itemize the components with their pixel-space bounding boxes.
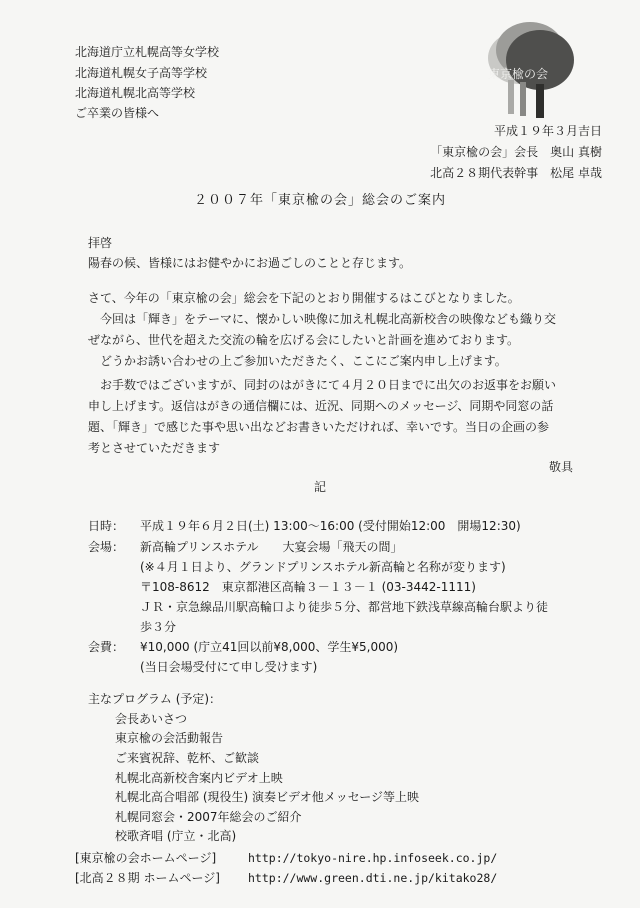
recipient-line-4: ご卒業の皆様へ: [75, 106, 160, 120]
venue-line-2: (※４月１日より、グランドプリンスホテル新高輪と名称が変ります): [140, 560, 506, 574]
greeting-season: 陽春の候、皆様にはお健やかにお過ごしのことと存じます。: [88, 256, 412, 270]
venue-line-4: ＪＲ・京急線品川駅高輪口より徒歩５分、都営地下鉄浅草線高輪台駅より徒: [140, 600, 549, 614]
sender-secretary: 北高２８期代表幹事 松尾 卓哉: [430, 166, 602, 180]
body1-line-2: 今回は「輝き」をテーマに、懐かしい映像に加え札幌北高新校舎の映像なども織り交: [100, 312, 557, 326]
program-item: 校歌斉唱 (庁立・北高): [115, 829, 237, 843]
venue-line-1: 新高輪プリンスホテル 大宴会場「飛天の間」: [140, 540, 403, 554]
logo-text: 東京楡の会: [488, 67, 549, 81]
body2-line-2: 申し上げます。返信はがきの通信欄には、近況、同期へのメッセージ、同期や同窓の話: [88, 399, 554, 413]
elm-tree-icon: [478, 18, 582, 122]
venue-label: 会場：: [88, 540, 125, 554]
program-item: 札幌北高新校舎案内ビデオ上映: [115, 771, 283, 785]
sender-block: [430, 121, 602, 184]
venue-line-3: 〒108-8612 東京都港区高輪３－１３－１ (03-3442-1111): [140, 580, 476, 594]
program-item: 札幌北高合唱部 (現役生) 演奏ビデオ他メッセージ等上映: [115, 790, 420, 804]
closing-keigu: 敬具: [548, 460, 573, 474]
greeting-opening: 拝啓: [88, 236, 113, 250]
ki-heading: 記: [313, 480, 326, 494]
page-title: ２００７年「東京楡の会」総会のご案内: [193, 193, 446, 208]
date-value: 平成１９年６月２日(土) 13:00～16:00 (受付開始12:00 開場12:30): [140, 519, 521, 533]
venue-line-5: 歩３分: [140, 620, 177, 634]
body2-line-4: 考とさせていただきます: [88, 441, 221, 455]
program-heading: 主なプログラム (予定)：: [88, 692, 222, 706]
body-paragraph-1: [88, 288, 588, 372]
elm-tree-logo: [478, 18, 582, 122]
body2-line-1: お手数ではございますが、同封のはがきにて４月２０日までに出欠のお返事をお願い: [100, 378, 557, 392]
fee-line-2: (当日会場受付にて申し受けます): [140, 660, 318, 674]
body2-line-3: 題、「輝き」で感じた事や思い出などお書きいただければ、幸いです。当日の企画の参: [88, 420, 550, 434]
fee-label: 会費：: [88, 640, 125, 654]
program-item: 会長あいさつ: [115, 712, 188, 726]
homepage-link-1[interactable]: http://tokyo-nire.hp.infoseek.co.jp/: [248, 851, 498, 865]
program-item: ご来賓祝辞、乾杯、ご歓談: [115, 751, 260, 765]
fee-line-1: ¥10,000 (庁立41回以前¥8,000、学生¥5,000): [140, 640, 399, 654]
homepage-link-2[interactable]: http://www.green.dti.ne.jp/kitako28/: [248, 871, 498, 885]
recipient-line-1: 北海道庁立札幌高等女学校: [75, 45, 220, 59]
body1-line-1: さて、今年の「東京楡の会」総会を下記のとおり開催するはこびとなりました。: [88, 291, 520, 305]
homepage-link-label-1: [東京楡の会ホームページ]: [75, 851, 217, 865]
body1-line-4: どうかお誘い合わせの上ご参加いただきたく、ここにご案内申し上げます。: [100, 354, 507, 368]
recipient-line-3: 北海道札幌北高等学校: [75, 86, 196, 100]
program-item: 東京楡の会活動報告: [115, 731, 224, 745]
body1-line-3: ぜながら、世代を超えた交流の輪を広げる会にしたいと計画を進めております。: [88, 333, 520, 347]
letter-date: 平成１９年３月吉日: [493, 124, 602, 138]
date-label: 日時：: [88, 519, 125, 533]
body-paragraph-2: [88, 375, 588, 459]
homepage-link-label-2: [北高２８期 ホームページ]: [75, 871, 220, 885]
recipient-line-2: 北海道札幌女子高等学校: [75, 66, 208, 80]
sender-chairman: 「東京楡の会」会長 奥山 真樹: [430, 145, 602, 159]
program-item: 札幌同窓会・2007年総会のご紹介: [115, 810, 302, 824]
